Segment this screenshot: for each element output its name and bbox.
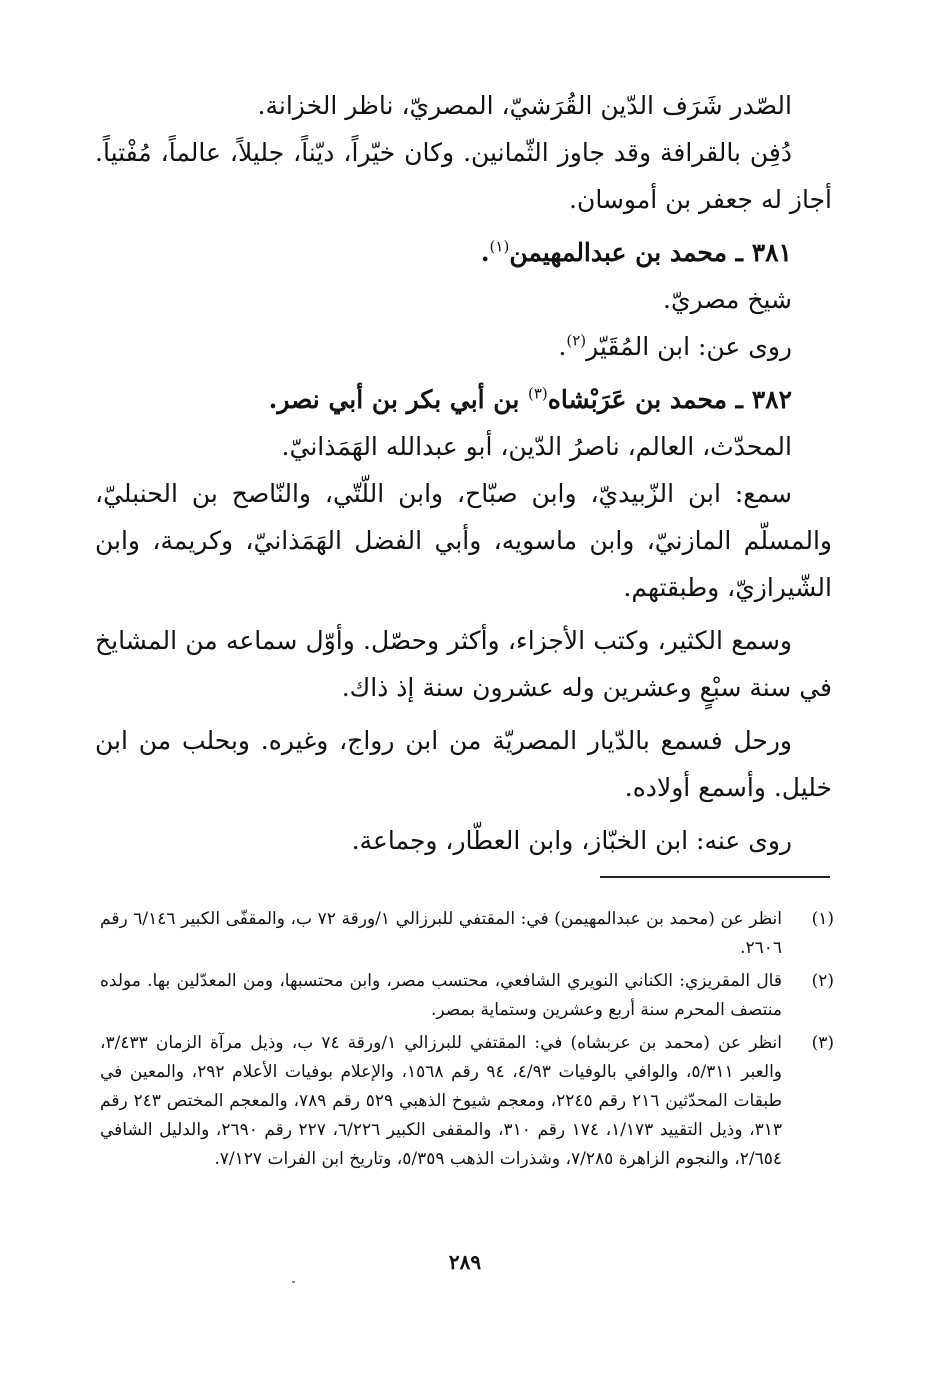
footnote-number: (٢) xyxy=(811,971,834,991)
page-number: ٢٨٩ xyxy=(448,1250,482,1274)
footnote-number: (١) xyxy=(811,909,834,929)
entry-382-travel: ورحل فسمع بالدّيار المصريّة من ابن رواج، وغيره. وبحلب من ابن خليل. وأسمع أولاده. xyxy=(95,726,832,802)
entry-382-narrated: روى عنه: ابن الخبّاز، وابن العطّار، وجماعة. xyxy=(351,826,792,855)
footnote-text: انظر عن (محمد بن عبدالمهيمن) في: المقتفي للبرزالي ١/ورقة ٧٢ ب، والمقفّى الكبير ٦/١٤٦ رقم ٢٦٠٦. xyxy=(100,909,782,958)
footnote-text: انظر عن (محمد بن عربشاه) في: المقتفي للبرزالي ١/ورقة ٧٤ ب، وذيل مرآة الزمان ٣/٤٣٣، والعبر ٥/٣١١، والوافي بالوفيات ٤/٩٣، ٩٤ رقم ١٥٦٨، والإعلام بوفيات الأعلام ٢٩٢، والمعين في طبقات المحدّثين ٢١٦ رقم ٢٢٤٥، ومعجم شيوخ الذهبي ٥٢٩ رقم ٧٨٩، والمعجم المختص ٢٤٣ رقم ٣١٣، وذيل التقييد ١/١٧٣، ١٧٤ رقم ٣١٠، والمقفى الكبير ٦/٢٢٦، ٢٢٧ رقم ٢٦٩٠، والدليل الشافي ٢/٦٥٤، والنجوم الزاهرة ٧/٢٨٥، وشذرات الذهب ٥/٣٥٩، وتاريخ ابن الفرات ٧/١٢٧. xyxy=(100,1033,782,1169)
footnote-ref-1[interactable]: (١) xyxy=(489,237,510,256)
footnote-1 xyxy=(100,905,834,963)
entry-382-wrote: وسمع الكثير، وكتب الأجزاء، وأكثر وحصّل. وأوّل سماعه من المشايخ في سنة سبْعٍ وعشرين وله عشرون سنة إذ ذاك. xyxy=(95,626,832,702)
footnotes xyxy=(100,905,834,1178)
footnote-number: (٣) xyxy=(811,1033,834,1053)
footnote-separator xyxy=(600,876,830,878)
entry-381-title-tail: . xyxy=(480,238,490,267)
footnote-ref-3[interactable]: (٣) xyxy=(528,384,548,403)
entry-381-heading: ٣٨١ ـ محمد بن عبدالمهيمن xyxy=(509,238,792,267)
entry-381-narration-tail: . xyxy=(558,332,567,361)
entry-382-title xyxy=(95,376,832,423)
footnote-2 xyxy=(100,967,834,1025)
paragraph-burial: دُفِن بالقرافة وقد جاوز الثّمانين. وكان خيّراً، ديّناً، جليلاً، عالماً، مُفْتياً. أجاز له جعفر بن أموسان. xyxy=(95,138,832,214)
footnote-text: قال المقريزي: الكناني النويري الشافعي، محتسب مصر، وابن محتسبها، ومن المعدّلين بها. مولده منتصف المحرم سنة أربع وعشرين وستماية بمصر. xyxy=(100,971,782,1020)
entry-381-description: شيخ مصريّ. xyxy=(663,285,792,314)
main-text xyxy=(95,82,832,864)
entry-381-narration xyxy=(95,323,832,370)
entry-381-title xyxy=(95,229,832,276)
footnote-3 xyxy=(100,1029,834,1174)
entry-382-heading-a: ٣٨٢ ـ محمد بن عَرَبْشاه xyxy=(547,385,792,414)
entry-382-heading-b: بن أبي بكر بن أبي نصر. xyxy=(268,385,528,414)
entry-382-heard: سمع: ابن الزّبيديّ، وابن صبّاح، وابن اللّتّي، والنّاصح بن الحنبليّ، والمسلّم المازنيّ، وابن ماسويه، وأبي الفضل الهَمَذانيّ، وكريمة، وابن الشّيرازيّ، وطبقتهم. xyxy=(95,479,832,602)
footnote-ref-2[interactable]: (٢) xyxy=(566,331,587,350)
entry-381-narration-text: روى عن: ابن المُقَيّر xyxy=(586,332,792,361)
paragraph-title-line: الصّدر شَرَف الدّين القُرَشيّ، المصريّ، ناظر الخزانة. xyxy=(257,91,792,120)
entry-382-description: المحدّث، العالم، ناصرُ الدّين، أبو عبدالله الهَمَذانيّ. xyxy=(281,432,792,461)
scan-speck xyxy=(292,1281,295,1283)
